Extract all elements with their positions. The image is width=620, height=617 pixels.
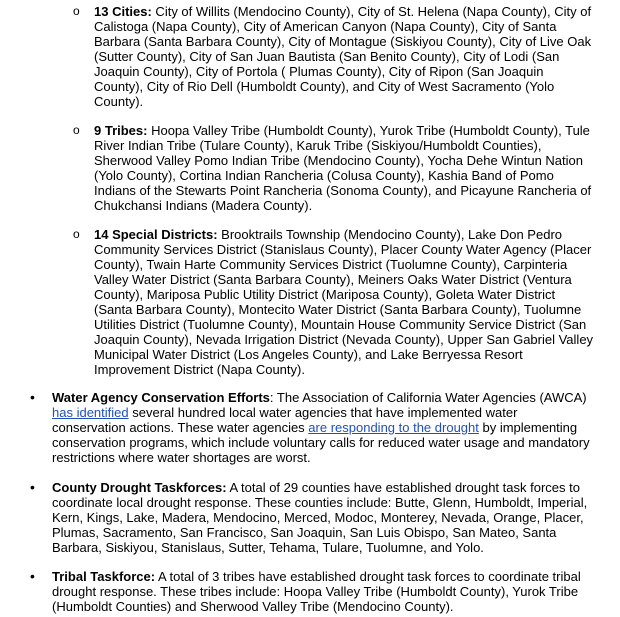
has-identified-link[interactable]: has identified (52, 405, 129, 420)
sub-bullet-marker: o (73, 123, 80, 137)
bullet-text: by implementing conservation programs, which include voluntary calls for reduced water usage and mandatory restrictions where water shortages are worst. (52, 420, 590, 465)
sub-item-text: Brooktrails Township (Mendocino County), Lake Don Pedro Community Services District (Stanislaus County), Placer County Water Agency (Placer County), Twain Harte Community Services District (Tuolumne County), Carpinteria Valley Water District (Santa Barbara County), Meiners Oaks Water District (Ventura County), Mariposa Public Utility District (Mariposa County), Goleta Water District (Santa Barbara County), Montecito Water District (Santa Barbara County), Tuolumne Utilities District (Tuolumne County), Mountain House Community Service District (San Joaquin County), Nevada Irrigation District (Nevada County), Upper San Gabriel Valley Municipal Water District (Los Angeles County), and Lake Berryessa Resort Improvement District (Napa County). (94, 227, 594, 377)
sub-item-text: Hoopa Valley Tribe (Humboldt County), Yurok Tribe (Humboldt County), Tule River Indian Tribe (Tulare County), Karuk Tribe (Siskiyou/Humboldt Counties), Sherwood Valley Pomo Indian Tribe (Mendocino County), Yocha Dehe Wintun Nation (Yolo County), Cortina Indian Rancheria (Colusa County), Kashia Band of Pomo Indians of the Stewarts Point Rancheria (Sonoma County), and Picayune Rancheria of Chukchansi Indians (Madera County). (94, 123, 592, 213)
sub-item-text: City of Willits (Mendocino County), City of St. Helena (Napa County), City of Calistoga (Napa County), City of American Canyon (Napa County), City of Santa Barbara (Santa Barbara County), City of Montague (Siskiyou County), City of Live Oak (Sutter County), City of San Juan Bautista (San Benito County), City of Lodi (San Joaquin County), City of Portola ( Plumas County), City of Ripon (San Joaquin County), City of Rio Dell (Humboldt County), and City of West Sacramento (Yolo County). (94, 4, 592, 109)
bullet-text: several hundred local water agencies that have implemented water conservation actions. These water agencies (52, 405, 518, 435)
sub-bullet-marker: o (73, 227, 80, 241)
bullet-marker: • (30, 479, 35, 495)
sub-item-cities (73, 4, 594, 109)
bullet-water-agency (30, 389, 592, 465)
sub-bullet-marker: o (73, 4, 80, 18)
sub-item-lead: 14 Special Districts: (94, 227, 218, 242)
bullet-tribal-taskforce (30, 568, 592, 614)
bullet-lead: Water Agency Conservation Efforts (52, 390, 270, 405)
sub-item-lead: 13 Cities: (94, 4, 152, 19)
bullet-marker: • (30, 568, 35, 584)
bullet-lead: County Drought Taskforces: (52, 480, 227, 495)
bullet-lead: Tribal Taskforce: (52, 569, 156, 584)
responding-to-drought-link[interactable]: are responding to the drought (308, 420, 479, 435)
bullet-county-taskforces (30, 479, 592, 555)
bullet-text: A total of 3 tribes have established drought task forces to coordinate tribal drought response. These tribes include: Hoopa Valley Tribe (Humboldt County), Yurok Tribe (Humboldt Counties) and Sherwood Valley Tribe (Mendocino County). (52, 569, 581, 614)
bullet-text: A total of 29 counties have established drought task forces to coordinate local drought response. These counties include: Butte, Glenn, Humboldt, Imperial, Kern, Kings, Lake, Madera, Mendocino, Merced, Modoc, Monterey, Nevada, Orange, Placer, Plumas, Sacramento, San Francisco, San Joaquin, San Luis Obispo, San Mateo, Santa Barbara, Siskiyou, Stanislaus, Sutter, Tehama, Tulare, Tuolumne, and Yolo. (52, 480, 588, 555)
sub-item-lead: 9 Tribes: (94, 123, 148, 138)
sub-item-special-districts (73, 227, 594, 377)
sub-item-tribes (73, 123, 594, 213)
bullet-text: : The Association of California Water Agencies (AWCA) (269, 390, 587, 405)
bullet-marker: • (30, 389, 35, 405)
